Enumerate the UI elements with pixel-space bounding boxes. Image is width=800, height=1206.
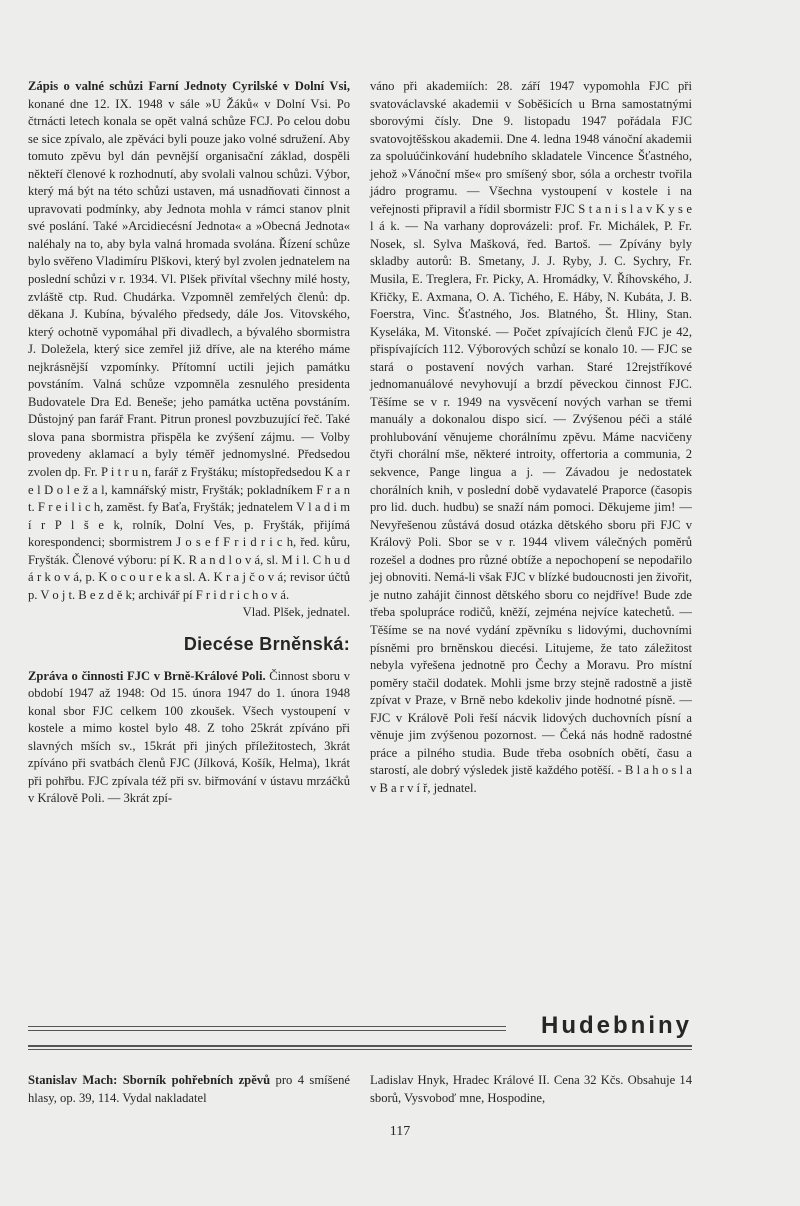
article-brno-report-continued: váno při akademiích: 28. září 1947 vypomohla FJC při svatováclavské akademii v Soběšicích u Brna samostatnými sborovými čísly. Dne 9. listopadu 1947 pořádala FJC svatovojtěšskou akademii. Dne 4. ledna 1948 vánoční akademii za spoluúčinkování hudebního skladatele Vincence Šťastného, jehož »Vánoční mše« pro smíšený sbor, sóla a orchestr tvořila jádro programu. — Všechna vystoupení v kostele i na veřejnosti připravil a řídil sbormistr FJC S t a n i s l a v K y s e l á k. — Na varhany doprovázeli: prof. Fr. Michálek, P. Fr. Nosek, sl. Sylva Mašková, řed. Bartoš. — Zpívány byly skladby autorů: B. Smetany, J. J. Ryby, J. C. Sychry, Fr. Musila, E. Treglera, Fr. Picky, A. Hromádky, V. Říhovského, J. Křičky, E. Axmana, O. A. Tichého, E. Háby, N. Kubáta, J. B. Foerstra, Vinc. Šťastného, Jos. Blatného, Št. Hliny, Stan. Kyseláka, M. Vitonské. — Počet zpívajících členů FJC je 42, přispívajících 112. Výborových schůzí se konalo 10. — FJC se stará o postavení nových varhan. Staré 12rejstříkové jednomanuálové nevyhovují a brzdí pěveckou činnost FJC. Těšíme se v r. 1949 na vysvěcení nových varhan se třemi manuály a dokonalou dispo sicí. — Zvýšenou péči a stálé prohlubování věnujeme chorálnímu zpěvu. Máme nacvičeny čtyři chorální mše, některé introity, offertoria a communia, 2 sekvence, Pange lingua a j. — Závadou je nedostatek chorálních knih, v poslední době vydavatelé Praporce (časopis pro lid. duch. hudbu) se snaží nám pomoci. Děkujeme jim! — Nevyřešenou zůstává dosud otázka dětského sboru při FJC v Královÿ Poli. Sbor se v r. 1944 vlivem válečných poměrů rozešel a dodnes pro různé obtíže a nepochopení se nepodařilo jej obnoviti. Nemá-li však FJC v blízké budoucnosti jen živořit, je nutno zahájit činnost dětského sboru co nejdříve! Bude zde třeba spolupráce rodičů, kněží, zejména nejvíce katechetů. — Těšíme se na nové vydání zpěvníku s lidovými, duchovními písněmi pro brněnskou diecési. Litujeme, že tato záležitost nebyla vyřešena jednotně pro Čechy a Moravu. Pro místní poměry stačil dodatek. Mohli jsme brzy stejně radostně a jistě zpívat v Praze, v Brně nebo kdekoliv jinde hodnotné písně. — FJC v Králově Poli řeší nácvik lidových duchovních písní a věnuje jim zvýšenou pozornost. — Čeká nás hodně radostné práce a pilného studia. Bude třeba osobních obětí, času a starostí, ale dobrý výsledek jistě každého potěší. - B l a h o s l a v B a r v í ř, jednatel. [370, 79, 692, 795]
signature: Vlad. Plšek, jednatel. [242, 605, 350, 620]
left-column [28, 78, 350, 808]
article-brno-report [28, 668, 350, 808]
review-left [28, 1072, 350, 1107]
review-right: Ladislav Hnyk, Hradec Králové II. Cena 32 Kčs. Obsahuje 14 sborů, Vysvoboď mne, Hospodine, [370, 1073, 692, 1105]
article-cyril-union-minutes [28, 78, 350, 604]
divider-line [28, 1030, 506, 1031]
diocese-heading: Diecése Brněnská: [183, 633, 350, 654]
review-body: pro 4 smíšené hlasy, op. 39, 114. Vydal nakladatel [28, 1073, 350, 1105]
article-lead: Zápis o valné schůzi Farní Jednoty Cyrilské v Dolní Vsi, [28, 79, 350, 93]
divider-line [28, 1045, 692, 1047]
review-lead: Stanislav Mach: Sborník pohřebních zpěvů [28, 1073, 271, 1087]
page-number: 117 [389, 1124, 411, 1139]
divider-line [28, 1026, 506, 1027]
section-title-hudebniny: Hudebniny [527, 1012, 692, 1040]
right-column [370, 78, 692, 797]
article-lead: Zpráva o činnosti FJC v Brně-Králové Poli. [28, 668, 266, 683]
divider-line [28, 1049, 692, 1050]
article-body: Činnost sboru v období 1947 až 1948: Od 15. února 1947 do 1. února 1948 konal sbor FJC celkem 100 zkoušek. Všech vystoupení v kostele a mimo kostel bylo 48. Z toho 25krát zpíváno při slavných mších sv., 15krát při jiných příležitostech, 3krát zpíváno při svatbách členů FJC (Jílková, Košík, Helma), 1krát při pohřbu. FJC zpívala též při sv. biřmování v ústavu mrzáčků v Králově Poli. — 3krát zpí- [28, 668, 350, 806]
article-body: konané dne 12. IX. 1948 v sále »U Žáků« v Dolní Vsi. Po čtrnácti letech konala se opět valná schůze FCJ. Po celou dobu se sice zpívalo, ale zpěváci byli pouze jako volné sdružení. Aby tomuto zpěvu byl dán pevnější organisační základ, dospěli někteří členové k rozhodnutí, aby svolali valnou schůzi. Výbor, který má být na této schůzi ustaven, má usnadňovati činnost a upravovati podmínky, aby Jednota mohla v rámci stanov plnit své poslání. Také »Arcidiecésní Jednota« a »Obecná Jednota« naléhaly na to, aby byla valná hromada svolána. Řízení schůze bylo svěřeno Vladimíru Plškovi, který byl zvolen jednatelem na poslední schůzi v r. 1934. Vl. Plšek přivítal všechny milé hosty, zvláště ctp. Rud. Chudárka. Vzpomněl zemřelých členů: dp. děkana J. Kubína, bývalého předsedy, dále Jos. Vitovského, který ochotně vypomáhal při divadlech, a bývalého sbormistra J. Doležela, který sice zemřel již dříve, ale na kterého máme nejkrásnější vzpomínky. Přítomní uctili jejich památku povstáním. Valná schůze vzpomněla zesnulého presidenta Budovatele Dra Ed. Beneše; jeho památka uctěna povstáním. Důstojný pan farář Frant. Pitrun pronesl povzbuzující řeč. Také slova pana sbormistra přispěla ke zvýšení zájmu. — Volby provedeny aklamací a byly téměř jednomyslné. Předsedou zvolen dp. Fr. P i t r u n, farář z Fryštáku; místopředsedou K a r e l D o l e ž a l, kamnářský mistr, Fryšták; pokladníkem F r a n t. F r e i l i c h, zaměst. fy Baťa, Fryšták; jednatelem V l a d i m í r P l š e k, rolník, Dolní Ves, p. Fryšták, přijímá korespondenci; sbormistrem J o s e f F r i d r i c h, řed. kůru, Fryšták. Členové výboru: pí K. R a n d l o v á, sl. M i l. C h u d á r k o v á, p. K o c o u r e k a sl. A. K r a j č o v á; revisor účtů p. V o j t. B e z d ě k; archivář pí F r i d r i c h o v á. [28, 96, 350, 602]
section-divider [28, 1012, 692, 1062]
